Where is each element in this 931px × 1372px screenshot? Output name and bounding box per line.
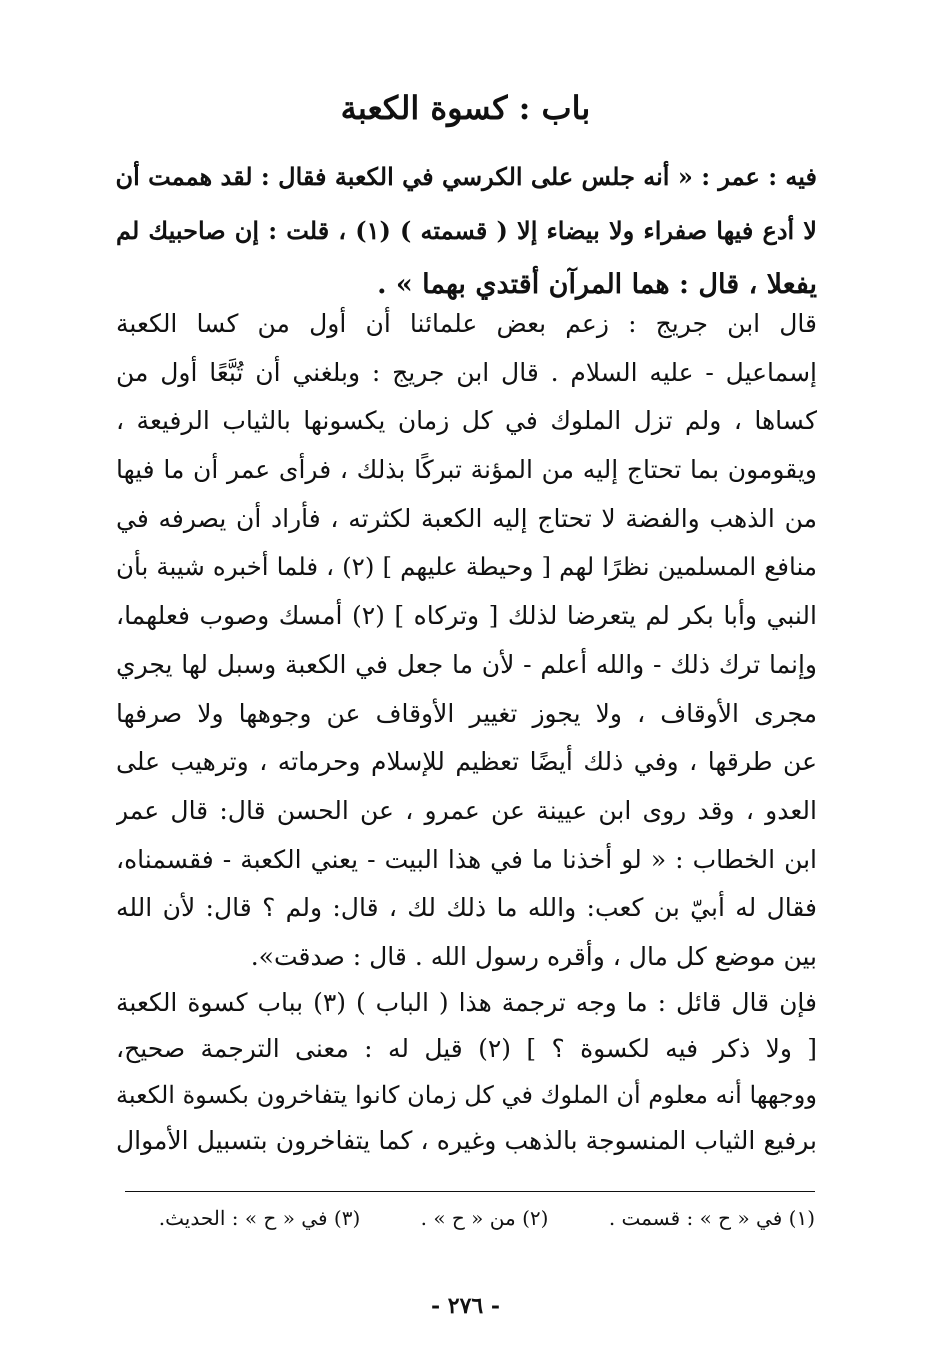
commentary-line: بين موضع كل مال ، وأقره رسول الله . قال : صدقت». [250, 941, 817, 971]
commentary-line: إسماعيل - عليه السلام . قال ابن جريج : وبلغني أن تُبَّعًا أول من [116, 357, 817, 387]
commentary-line: من الذهب والفضة لا تحتاج إليه الكعبة لكثرته ، فأراد أن يصرفه في [116, 503, 817, 533]
question-line: ووجهها أنه معلوم أن الملوك في كل زمان كانوا يتفاخرون بكسوة الكعبة [116, 1081, 817, 1109]
page-number: - ٢٧٦ - [430, 1293, 501, 1319]
chapter-title: باب : كسوة الكعبة [340, 89, 591, 127]
commentary-line: عن طرقها ، وفي ذلك أيضًا تعظيم للإسلام وحرماته ، وترهيب على [116, 747, 817, 777]
question-line: برفيع الثياب المنسوجة بالذهب وغيره ، كما يتفاخرون بتسبيل الأموال [116, 1126, 817, 1155]
commentary-line: مجرى الأوقاف ، ولا يجوز تغيير الأوقاف عن وجوهها ولا صرفها [116, 698, 817, 728]
commentary-line: فقال له أبيّ بن كعب: والله ما ذلك لك ، قال: ولم ؟ قال: لأن الله [116, 893, 817, 923]
commentary-line: كساها ، ولم تزل الملوك في كل زمان يكسونها بالثياب الرفيعة ، [116, 406, 817, 436]
commentary-paragraph [116, 300, 817, 982]
footnote-1: (١) في « ح » : قسمت . [608, 1206, 815, 1230]
footnote-2: (٢) من « ح » . [420, 1206, 549, 1230]
commentary-line: النبي وأبا بكر لم يتعرضا لذلك [ وتركاه ] (٢) أمسك وصوب فعلهما، [116, 601, 817, 631]
footnote-divider [125, 1191, 815, 1192]
commentary-line: ابن الخطاب : « لو أخذنا ما في هذا البيت - يعني الكعبة - فقسمناه، [116, 844, 817, 874]
commentary-line: العدو ، وقد روى ابن عيينة عن عمرو ، عن الحسن قال: قال عمر [116, 795, 817, 825]
commentary-line: منافع المسلمين نظرًا لهم [ وحيطة عليهم ] (٢) ، فلما أخبره شيبة بأن [116, 552, 817, 582]
footnote-3: (٣) في « ح » : الحديث. [158, 1206, 361, 1230]
commentary-line: ويقومون بما تحتاج إليه من المؤنة تبركًا بذلك ، فرأى عمر أن ما فيها [116, 455, 817, 485]
question-line: [ ولا ذكر فيه لكسوة ؟ ] (٢) قيل له : معنى الترجمة صحيح، [116, 1034, 817, 1063]
commentary-line: وإنما ترك ذلك - والله أعلم - لأن ما جعل في الكعبة وسبل لها يجري [116, 649, 817, 679]
commentary-line: قال ابن جريج : زعم بعض علمائنا أن أول من كسا الكعبة [116, 309, 817, 338]
hadith-line: يفعلا ، قال : هما المرآن أقتدي بهما » . [377, 269, 817, 300]
question-paragraph [116, 980, 817, 1164]
hadith-line: لا أدع فيها صفراء ولا بيضاء إلا ( قسمته ) (١) ، قلت : إن صاحبيك لم [116, 216, 817, 245]
footnotes [115, 1200, 815, 1236]
hadith-paragraph [116, 150, 817, 312]
question-line: فإن قال قائل : ما وجه ترجمة هذا ( الباب ) (٣) بباب كسوة الكعبة [116, 988, 817, 1017]
hadith-line: فيه : عمر : « أنه جلس على الكرسي في الكعبة فقال : لقد هممت أن [116, 162, 817, 191]
